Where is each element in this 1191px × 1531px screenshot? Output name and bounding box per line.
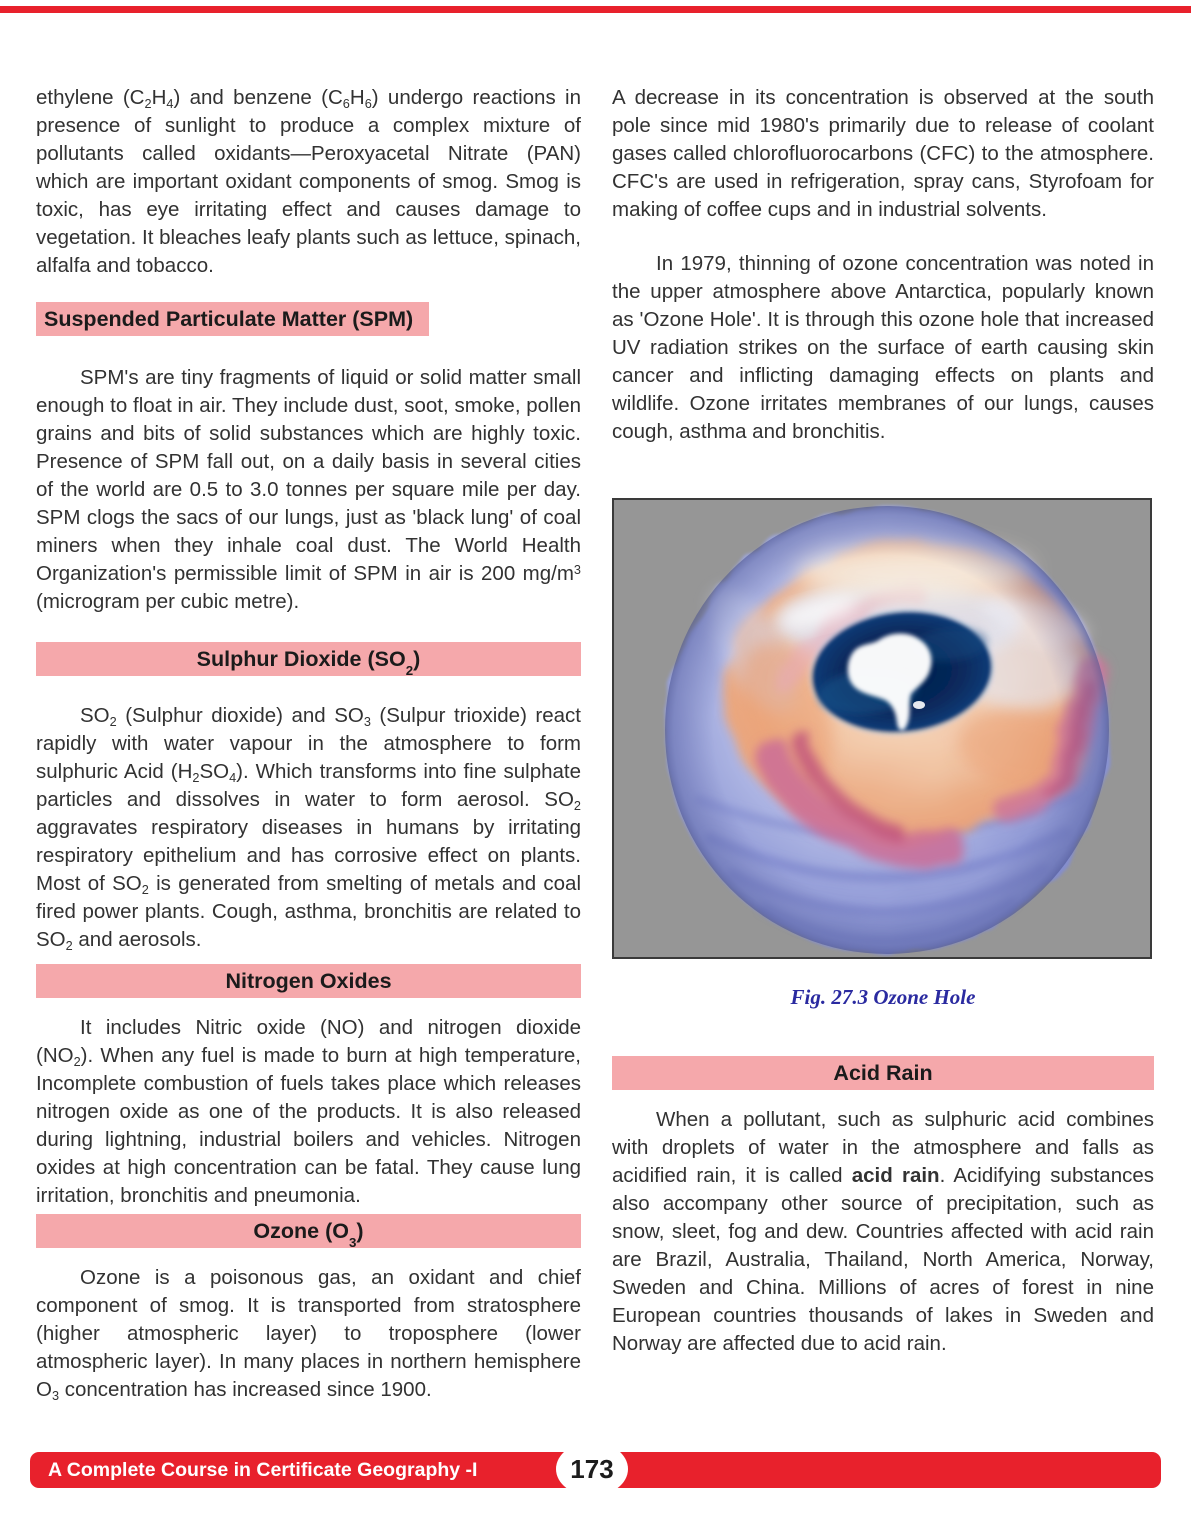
section-heading-spm: Suspended Particulate Matter (SPM) bbox=[36, 302, 429, 336]
ozone-hole-figure bbox=[612, 498, 1152, 959]
paragraph-oxidants: ethylene $(C_2H_4)$ and benzene $(C_6H_6)$ undergo reactions in presence of sunlight to produce a complex mixture of pollutants called oxidants—Peroxyacetal Nitrate (PAN) which are important oxidant components of smog. Smog is toxic, has eye irritating effect and causes damage to vegetation. It bleaches leafy plants such as lettuce, spinach, alfalfa and tobacco. bbox=[36, 86, 581, 277]
paragraph-nitrogen-oxides: It includes Nitric oxide (NO) and nitrogen dioxide $(NO_2)$. When any fuel is made to burn at high temperature, Incomplete combustion of fuels takes place which releases nitrogen oxide as one of the products. It is also released during lightning, industrial boilers and vehicles. Nitrogen oxides at high concentration can be fatal. They cause lung irritation, bronchitis and pneumonia. bbox=[36, 1016, 581, 1207]
figure-caption: Fig. 27.3 Ozone Hole bbox=[790, 985, 976, 1009]
section-heading-nitrogen-oxides: Nitrogen Oxides bbox=[36, 964, 581, 998]
ozone-sphere bbox=[665, 506, 1109, 954]
footer-book-title: A Complete Course in Certificate Geography -I bbox=[48, 1459, 478, 1481]
ozone-hole-image bbox=[614, 500, 1150, 957]
paragraph-acid-rain: When a pollutant, such as sulphuric acid combines with droplets of water in the atmosphere and falls as acidified rain, it is called acid rain. Acidifying substances also accompany other source of precipitation, such as snow, sleet, fog and dew. Countries affected with acid rain are Brazil, Australia, Thailand, North America, Norway, Sweden and China. Millions of acres of forest in nine European countries thousands of lakes in Sweden and Norway are affected due to acid rain. bbox=[612, 1108, 1154, 1355]
left-column bbox=[36, 84, 581, 1404]
section-heading-so2: Sulphur Dioxide $(SO_2)$ bbox=[36, 642, 581, 676]
paragraph-cfc: A decrease in its concentration is observed at the south pole since mid 1980's primarily due to release of coolant gases called chlorofluorocarbons (CFC) to the atmosphere. CFC's are used in refrigeration, spray cans, Styrofoam for making of coffee cups and in industrial solvents. bbox=[612, 86, 1154, 221]
section-heading-acid-rain: Acid Rain bbox=[612, 1056, 1154, 1090]
top-border-rule bbox=[0, 6, 1191, 13]
page-number-badge bbox=[556, 1442, 628, 1496]
paragraph-so2: $SO_2$ (Sulphur dioxide) and $SO_3$ (Sulpur trioxide) react rapidly with water vapour in the atmosphere to form sulphuric Acid $(H_2SO_4)$. Which transforms into fine sulphate particles and dissolves in water to form aerosol. $SO_2$ aggravates respiratory diseases in humans by irritating respiratory epithelium and has corrosive effect on plants. Most of $SO_2$ is generated from smelting of metals and coal fired power plants. Cough, asthma, bronchitis are related to $SO_2$ and aerosols. bbox=[36, 704, 582, 953]
section-heading-spm-row bbox=[36, 302, 581, 336]
right-column bbox=[612, 84, 1154, 1358]
section-heading-ozone: Ozone $(O_3)$ bbox=[36, 1214, 581, 1248]
paragraph-ozone-hole: In 1979, thinning of ozone concentration was noted in the upper atmosphere above Antarctica, popularly known as 'Ozone Hole'. It is through this ozone hole that increased UV radiation strikes on the surface of earth causing skin cancer and inflicting damaging effects on plants and wildlife. Ozone irritates membranes of our lungs, causes cough, asthma and bronchitis. bbox=[612, 252, 1154, 443]
page-number: 173 bbox=[570, 1454, 614, 1484]
paragraph-spm: SPM's are tiny fragments of liquid or solid matter small enough to float in air. They include dust, soot, smoke, pollen grains and bits of solid substances which are highly toxic. Presence of SPM fall out, on a daily basis in several cities of the world are 0.5 to 3.0 tonnes per square mile per day. SPM clogs the sacs of our lungs, just as 'black lung' of coal miners when they inhale coal dust. The World Health Organization's permissible limit of SPM in air is 200 $mg/m^3$ (microgram per cubic metre). bbox=[36, 366, 581, 613]
paragraph-ozone: Ozone is a poisonous gas, an oxidant and chief component of smog. It is transported from stratosphere (higher atmospheric layer) to troposphere (lower atmospheric layer). In many places in northern hemisphere $O_3$ concentration has increased since 1900. bbox=[36, 1266, 581, 1403]
